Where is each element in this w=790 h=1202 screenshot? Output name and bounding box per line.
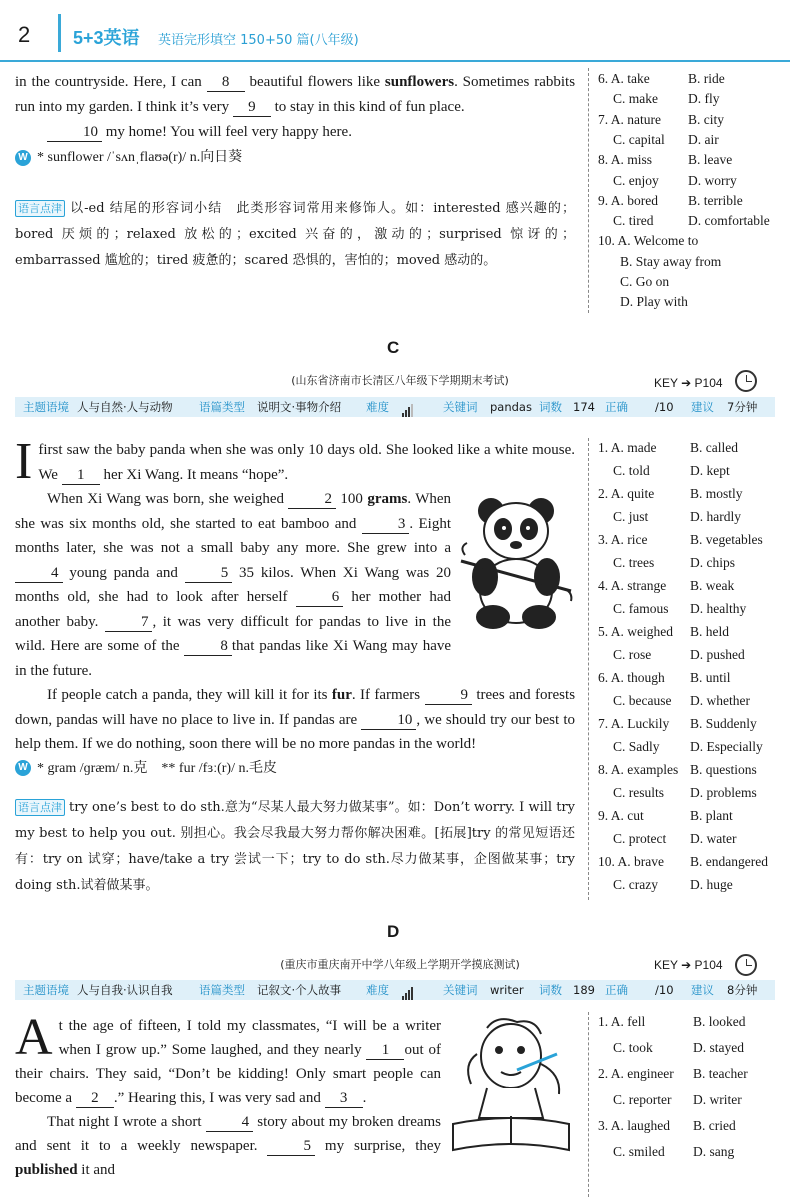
- source-d: (重庆市重庆南开中学八年级上学期开学摸底测试): [280, 958, 520, 971]
- panda-illustration: [457, 491, 575, 631]
- blank[interactable]: 5: [267, 1137, 315, 1156]
- option-choice[interactable]: C. just: [613, 509, 649, 524]
- option-choice[interactable]: C. Go on: [620, 274, 670, 289]
- blank[interactable]: 4: [206, 1113, 254, 1132]
- option-choice[interactable]: C. enjoy: [613, 172, 659, 188]
- alarm-clock-icon: [735, 954, 757, 976]
- option-choice[interactable]: D. writer: [693, 1092, 742, 1107]
- drop-cap: I: [15, 433, 33, 490]
- option-choice[interactable]: C. famous: [613, 601, 669, 616]
- info-bar-d: 主题语境 人与自我·认识自我 语篇类型 记叙文·个人故事 难度 关键词 writer 词数 189 正确 /10 建议 8分钟: [15, 980, 775, 1000]
- option-choice[interactable]: C. rose: [613, 647, 652, 662]
- key-ref-d[interactable]: KEY ➔ P104: [654, 958, 723, 972]
- blank[interactable]: 10: [361, 711, 416, 730]
- option-choice[interactable]: B. until: [690, 670, 731, 685]
- option-choice[interactable]: C. results: [613, 785, 665, 800]
- option-choice[interactable]: 5. A. weighed: [598, 624, 673, 639]
- option-choice[interactable]: 8. A. examples: [598, 762, 679, 777]
- blank[interactable]: 1: [366, 1041, 404, 1060]
- option-choice[interactable]: B. plant: [690, 808, 733, 823]
- option-choice[interactable]: B. cried: [693, 1118, 736, 1133]
- option-choice[interactable]: D. huge: [690, 877, 733, 892]
- option-choice[interactable]: C. tired: [613, 213, 654, 229]
- option-choice[interactable]: D. Especially: [690, 739, 763, 754]
- option-choice[interactable]: D. hardly: [690, 509, 741, 524]
- option-choice[interactable]: C. told: [613, 463, 650, 478]
- option-choice[interactable]: C. because: [613, 693, 672, 708]
- option-choice[interactable]: C. Sadly: [613, 739, 660, 754]
- word-icon: W: [15, 150, 31, 166]
- option-choice[interactable]: B. held: [690, 624, 729, 639]
- option-choice[interactable]: B. weak: [690, 578, 735, 593]
- option-choice[interactable]: 3. A. laughed: [598, 1118, 670, 1133]
- option-choice[interactable]: D. worry: [688, 172, 737, 188]
- option-choice[interactable]: 1. A. made: [598, 440, 657, 455]
- blank[interactable]: 3: [325, 1089, 363, 1108]
- passage-b-text: in the countryside. Here, I can 8 beautiful flowers like sunflowers. Sometimes rabbits run into my garden. I think it’s very 9 to stay in this kind of fun place. 10 my home! You will feel very happy here. W * sunflower /ˈsʌnˌflaʊə(r)/ n.向日葵: [15, 74, 576, 165]
- word-icon: W: [15, 760, 31, 776]
- option-choice[interactable]: D. healthy: [690, 601, 747, 616]
- tip-c: 语言点津 try one’s best to do sth.意为“尽某人最大努力做某事”。如：Don’t worry. I will try my best to help you out. 别担心。我会尽我最大努力帮你解决困难。[拓展]try 的常见短语还有：try on 试穿；have/take a try 尝试一下；try to do sth.尽力做某事，企图做某事；try doing sth.试着做某事。: [15, 800, 575, 893]
- tip-label: 语言点津: [15, 799, 65, 816]
- blank[interactable]: 2: [288, 490, 336, 509]
- option-choice[interactable]: D. problems: [690, 785, 757, 800]
- option-choice[interactable]: B. ride: [688, 71, 725, 86]
- option-choice[interactable]: B. endangered: [690, 854, 768, 869]
- difficulty-bars-icon: [402, 980, 414, 1000]
- option-choice[interactable]: D. chips: [690, 555, 735, 570]
- blank[interactable]: 9: [233, 98, 271, 117]
- option-choice[interactable]: D. comfortable: [688, 213, 770, 229]
- option-choice[interactable]: 2. A. quite: [598, 486, 655, 501]
- difficulty-bars-icon: [402, 397, 414, 417]
- source-c: (山东省济南市长清区八年级下学期期末考试): [291, 374, 509, 387]
- option-choice[interactable]: D. water: [690, 831, 737, 846]
- header-divider: [58, 14, 61, 52]
- boy-writing-illustration: [447, 1014, 575, 1154]
- option-choice[interactable]: B. called: [690, 440, 738, 455]
- tip-label: 语言点津: [15, 200, 65, 217]
- section-letter-c: C: [387, 338, 400, 357]
- option-choice[interactable]: D. whether: [690, 693, 750, 708]
- blank[interactable]: 8: [184, 637, 232, 656]
- blank[interactable]: 8: [207, 73, 245, 92]
- option-choice[interactable]: B. looked: [693, 1014, 746, 1029]
- option-choice[interactable]: C. crazy: [613, 877, 658, 892]
- option-choice[interactable]: B. city: [688, 111, 724, 127]
- passage-c-text: I first saw the baby panda when she was only 10 days old. She looked like a white mouse. We 1 her Xi Wang. It means “hope”. When Xi Wang was born, she weighed 2 100 grams. When she was six months old, she started to eat bamboo and 3 . Eight months later, she was not a small baby any more. She grew into a 4 young panda and 5 35 kilos. When Xi Wang was 20 months old, she had to look after herself 6 her mother had another baby. 7 , it was very difficult for pandas to live in the wild. Here are some of the 8 that pandas like Xi Wang may have in the future. If people catch a panda, they will kill it for its fur. If farmers 9 trees and forests down, pandas will have no place to live in. If pandas are 10 , we should try our best to help them. If we do nothing, soon there will be no more pandas in the world! W * gram /ɡræm/ n.克 ** fur /fɜː(r)/ n.毛皮: [15, 433, 576, 776]
- page-number: 2: [18, 22, 31, 47]
- option-choice[interactable]: 9. A. cut: [598, 808, 644, 823]
- blank[interactable]: 2: [76, 1089, 114, 1108]
- section-letter-d: D: [387, 922, 400, 941]
- drop-cap: A: [15, 1009, 53, 1066]
- brand-logo: 5+3英语: [73, 28, 140, 48]
- option-choice[interactable]: B. terrible: [688, 192, 743, 208]
- option-choice[interactable]: D. pushed: [690, 647, 745, 662]
- option-choice[interactable]: C. capital: [613, 131, 665, 147]
- option-choice[interactable]: 8. A. miss: [598, 152, 653, 168]
- option-choice[interactable]: 1. A. fell: [598, 1014, 646, 1029]
- vocab-note: * sunflower /ˈsʌnˌflaʊə(r)/ n.向日葵: [37, 150, 243, 165]
- option-choice[interactable]: D. sang: [693, 1144, 735, 1159]
- option-choice[interactable]: D. fly: [688, 91, 720, 107]
- blank[interactable]: 1: [62, 466, 100, 485]
- option-choice[interactable]: D. Play with: [620, 294, 688, 310]
- option-choice[interactable]: C. protect: [613, 831, 667, 846]
- key-ref-c[interactable]: KEY ➔ P104: [654, 376, 723, 390]
- option-choice[interactable]: B. vegetables: [690, 532, 763, 547]
- column-divider: [588, 68, 589, 313]
- option-choice[interactable]: 3. A. rice: [598, 532, 648, 547]
- option-choice[interactable]: 7. A. nature: [598, 111, 661, 127]
- option-choice[interactable]: B. mostly: [690, 486, 743, 501]
- option-choice[interactable]: B. Suddenly: [690, 716, 757, 731]
- option-choice[interactable]: C. smiled: [613, 1144, 665, 1159]
- header-rule: [0, 60, 790, 62]
- vocab-note: * gram /ɡræm/ n.克 ** fur /fɜː(r)/ n.毛皮: [37, 760, 277, 776]
- passage-d-text: A t the age of fifteen, I told my classmates, “I will be a writer when I grow up.” Some laughed, and they nearly 1 out of their chairs. They said, “Don’t be kidding! Only smart people can become a 2 .” Hearing this, I was very sad and 3 . That night I wrote a short 4 story about my broken dreams and sent it to a weekly newspaper. 5 my surprise, they published it and: [15, 1014, 575, 1182]
- option-choice[interactable]: C. took: [613, 1040, 653, 1055]
- option-choice[interactable]: B. questions: [690, 762, 757, 777]
- option-choice[interactable]: D. kept: [690, 463, 730, 478]
- option-choice[interactable]: B. leave: [688, 152, 733, 168]
- option-choice[interactable]: 6. A. though: [598, 670, 665, 685]
- option-choice[interactable]: C. trees: [613, 555, 655, 570]
- blank[interactable]: 3: [362, 515, 410, 534]
- blank[interactable]: 10: [47, 123, 102, 142]
- info-bar-c: 主题语境 人与自然·人与动物 语篇类型 说明文·事物介绍 难度 关键词 pandas 词数 174 正确 /10 建议 7分钟: [15, 397, 775, 417]
- option-choice[interactable]: B. Stay away from: [620, 253, 722, 269]
- blank[interactable]: 7: [105, 613, 153, 632]
- blank[interactable]: 6: [296, 588, 344, 607]
- option-choice[interactable]: 4. A. strange: [598, 578, 667, 593]
- option-choice[interactable]: B. teacher: [693, 1066, 748, 1081]
- column-divider: [588, 438, 589, 900]
- option-choice[interactable]: D. stayed: [693, 1040, 744, 1055]
- blank[interactable]: 4: [15, 564, 63, 583]
- option-choice[interactable]: C. make: [613, 91, 658, 107]
- option-choice[interactable]: 2. A. engineer: [598, 1066, 674, 1081]
- alarm-clock-icon: [735, 370, 757, 392]
- book-title: 英语完形填空 150+50 篇(八年级): [158, 33, 359, 48]
- option-choice[interactable]: 10. A. Welcome to: [598, 233, 699, 249]
- option-choice[interactable]: D. air: [688, 131, 719, 147]
- column-divider: [588, 1012, 589, 1197]
- blank[interactable]: 9: [425, 686, 473, 705]
- option-choice[interactable]: 7. A. Luckily: [598, 716, 670, 731]
- option-choice[interactable]: C. reporter: [613, 1092, 672, 1107]
- option-choice[interactable]: 6. A. take: [598, 71, 650, 86]
- option-choice[interactable]: 9. A. bored: [598, 192, 658, 208]
- blank[interactable]: 5: [185, 564, 233, 583]
- tip-b: 语言点津 以-ed 结尾的形容词小结 此类形容词常用来修饰人。如：interested 感兴趣的；bored 厌烦的；relaxed 放松的；excited 兴奋的，激动的；surprised 惊讶的；embarrassed 尴尬的；tired 疲惫的；scared 恐惧的，害怕的；moved 感动的。: [15, 201, 575, 268]
- option-choice[interactable]: 10. A. brave: [598, 854, 664, 869]
